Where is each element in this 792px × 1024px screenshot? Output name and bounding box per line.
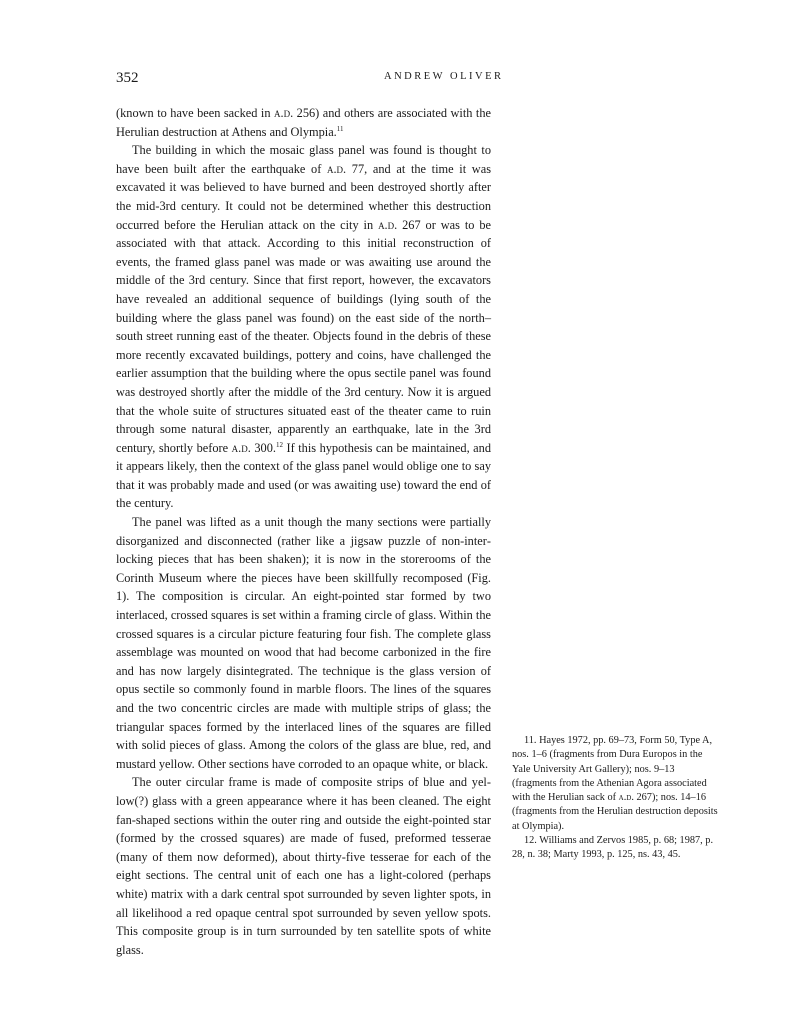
paragraph-2: The building in which the mosaic glass panel was found is thought to have been built after the earthquake of a.d. 77, and at the time it was excavated it was believed to have burned and been destroyed shortly after the mid-3rd century. It could not be determined whether this destruction occurred before the Herulian attack on the city in a.d. 267 or was to be associated with that attack. According to this initial reconstruction of events, the framed glass panel was made or was awaiting use around the middle of the 3rd century. Since that first report, however, the excavators have revealed an additional sequence of buildings (lying south of the building where the glass panel was found) on the east side of the north–south street running east of the theater. Objects found in the debris of these more recently excavated buildings, pottery and coins, have challenged the earlier assumption that the building where the opus sectile panel was found was destroyed shortly after the middle of the 3rd century. Now it is argued that the whole suite of structures situated east of the theater came to ruin through some natural disaster, apparently an earthquake, late in the 3rd century, shortly before a.d. 300.12 If this hypothesis can be maintained, and it appears likely, then the context of the glass panel would oblige one to say that it was probably made and used (or was awaiting use) toward the end of the century. xyxy=(116,143,491,511)
footnote-11: 11. Hayes 1972, pp. 69–73, Form 50, Type A, nos. 1–6 (fragments from Dura Europos in the Yale University Art Gallery); nos. 9–13 (fragments from the Athenian Agora associated with the Herulian sack of a.d. 267); nos. 14–16 (fragments from the Herulian destruction deposits at Olympia). xyxy=(512,735,718,832)
footnotes xyxy=(512,734,720,863)
footnote-ref-11[interactable]: 11 xyxy=(336,124,344,133)
page-number: 352 xyxy=(116,70,139,86)
footnote-ref-12[interactable]: 12 xyxy=(275,440,283,449)
paragraph-1: (known to have been sacked in a.d. 256) and others are associated with the Herulian destruction at Athens and Olympia.$^{11}$ xyxy=(116,106,491,139)
paragraph-3: The panel was lifted as a unit though the many sections were partially disorganized and disconnected (rather like a jigsaw puzzle of non-interlocking pieces that has been shaken); it is now in the storerooms of the Corinth Museum where the pieces have been skillfully recomposed (Fig. 1). The composition is circular. An eight-pointed star formed by two interlaced, crossed squares is set within a framing circle of glass. Within the crossed squares is a circular picture featuring four fish. The complete glass assemblage was mounted on wood that had become carbonized in the fire and has now largely disintegrated. The technique is the glass version of opus sectile so commonly found in marble floors. The lines of the squares and the two concentric circles are made with multiple strips of glass; the triangular spaces formed by the interlaced lines of the squares are filled with solid pieces of glass. Among the colors of the glass are blue, red, and mustard yellow. Other sections have corroded to an opaque white, or black. xyxy=(116,515,491,771)
running-head: ANDREW OLIVER xyxy=(384,71,504,82)
paragraph-4: The outer circular frame is made of composite strips of blue and yellow(?) glass with a green appearance where it has been cleaned. The eight fan-shaped sections within the outer ring and outside the eight-pointed star (formed by the crossed squares) are made of fused, preformed tesserae (many of them now deformed), about thirty-five tesserae for each of the eight sections. The central unit of each one has a light-colored (perhaps white) matrix with a dark central spot surrounded by seven lighter spots, in all likelihood a red opaque central spot surrounded by seven yellow spots. This composite group is in turn surrounded by ten satellite spots of white glass. xyxy=(116,775,491,957)
footnote-12: 12. Williams and Zervos 1985, p. 68; 1987, p. 28, n. 38; Marty 1993, p. 125, ns. 43, 45. xyxy=(512,835,714,861)
main-text-column xyxy=(116,104,491,959)
